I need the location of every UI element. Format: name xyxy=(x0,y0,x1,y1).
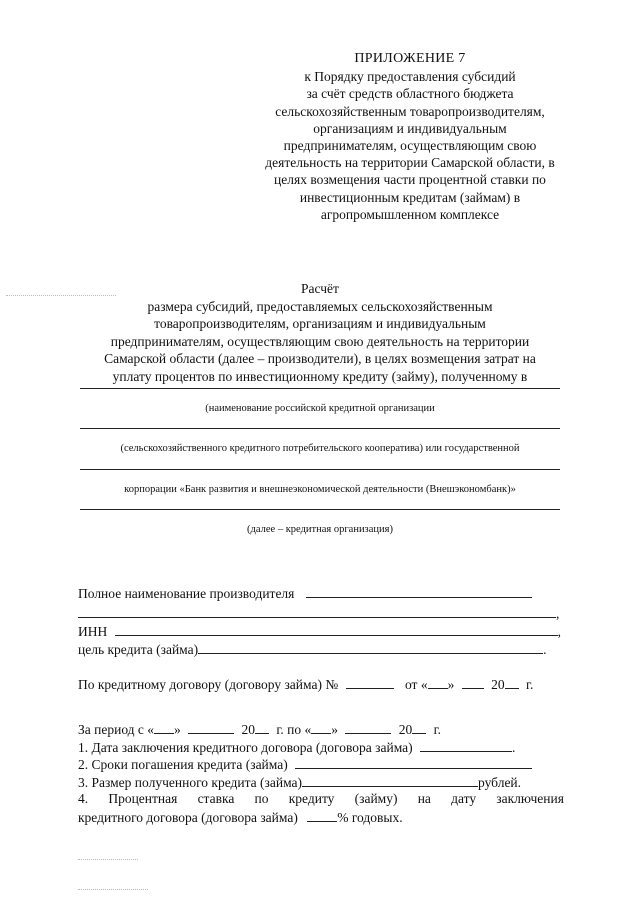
calculation-line: предпринимателям, осуществляющим свою деятельность на территории xyxy=(110,333,530,349)
item4-word: кредиту xyxy=(288,791,335,806)
appendix-line: за счёт средств областного бюджета xyxy=(306,86,514,102)
purpose-row xyxy=(78,640,564,658)
item1-row xyxy=(78,738,564,756)
appendix-header xyxy=(240,50,580,223)
item4-label: кредитного договора (договора займа) xyxy=(78,810,298,825)
appendix-title: ПРИЛОЖЕНИЕ 7 xyxy=(354,51,466,66)
item3-field[interactable] xyxy=(302,773,478,787)
item3-label: 3. Размер полученного кредита (займа) xyxy=(78,775,303,790)
calculation-heading xyxy=(70,280,570,385)
appendix-line: к Порядку предоставления субсидий xyxy=(304,69,516,85)
scan-noise xyxy=(78,858,138,860)
item1-label: 1. Дата заключения кредитного договора (договора займа) xyxy=(78,740,413,755)
purpose-field[interactable] xyxy=(198,640,543,654)
period-from-year-prefix: 20 xyxy=(241,722,256,737)
item1-field[interactable] xyxy=(420,738,512,752)
appendix-line: инвестиционным кредитам (займам) в xyxy=(299,189,521,205)
item2-label: 2. Сроки погашения кредита (займа) xyxy=(78,757,288,772)
item2-row xyxy=(78,755,564,773)
item4-word: дату xyxy=(451,791,477,806)
period-to-year-field[interactable] xyxy=(412,720,426,734)
full-name-field[interactable] xyxy=(306,584,532,598)
appendix-line: целях возмещения части процентной ставки по xyxy=(274,172,546,188)
period-to-year-suffix: г. xyxy=(433,722,442,737)
contract-label: По кредитному договору (договору займа) № xyxy=(78,677,339,692)
full-name-row-2 xyxy=(78,604,564,622)
period: . xyxy=(512,740,516,755)
contract-year-field[interactable] xyxy=(505,675,519,689)
contract-year-suffix: г. xyxy=(525,677,534,692)
period-to-day-field[interactable] xyxy=(311,720,331,734)
appendix-line: организациям и индивидуальным xyxy=(313,120,507,136)
period-from-day-field[interactable] xyxy=(154,720,174,734)
inn-row xyxy=(78,622,564,640)
credit-org-caption-4: (далее – кредитная организация) xyxy=(247,524,393,535)
period: . xyxy=(543,642,547,657)
period-from-year-field[interactable] xyxy=(255,720,269,734)
contract-day-field[interactable] xyxy=(428,675,448,689)
quote-close: » xyxy=(331,722,339,737)
appendix-line: деятельность на территории Самарской области, в xyxy=(265,155,555,171)
contract-number-field[interactable] xyxy=(346,675,394,689)
item4-word: 4. xyxy=(78,791,89,806)
full-name-field-2[interactable] xyxy=(78,604,556,618)
period-to-year-prefix: 20 xyxy=(398,722,413,737)
calculation-line: уплату процентов по инвестиционному кредиту (займу), полученному в xyxy=(112,368,528,384)
contract-month-field[interactable] xyxy=(462,675,484,689)
item3-row xyxy=(78,773,564,791)
credit-org-caption-3: корпорации «Банк развития и внешнеэкономической деятельности (Внешэкономбанк)» xyxy=(124,484,516,495)
comma: , xyxy=(556,606,560,621)
period-to-month-field[interactable] xyxy=(345,720,391,734)
calculation-line: товаропроизводителям, организациям и индивидуальным xyxy=(154,316,486,331)
item4-word: по xyxy=(254,791,269,806)
period-from-month-field[interactable] xyxy=(188,720,234,734)
appendix-line: сельскохозяйственным товаропроизводителям, xyxy=(275,103,545,119)
item4-word: Процентная xyxy=(108,791,178,806)
credit-org-fill-line-4[interactable] xyxy=(80,509,560,510)
period-row xyxy=(78,720,564,738)
inn-field[interactable] xyxy=(115,622,558,636)
calculation-line: Самарской области (далее – производители), в целях возмещения затрат на xyxy=(104,351,536,366)
appendix-line: агропромышленном комплексе xyxy=(320,206,500,222)
period-to-label: г. по « xyxy=(276,722,312,737)
item4-word: ставка xyxy=(197,791,235,806)
credit-org-caption-2: (сельскохозяйственного кредитного потребительского кооператива) или государственной xyxy=(120,443,520,454)
item4-word: заключения xyxy=(496,791,564,806)
item4-word: (займу) xyxy=(354,791,398,806)
item2-field[interactable] xyxy=(295,755,532,769)
credit-org-fill-line-2[interactable] xyxy=(80,428,560,429)
item3-unit: рублей. xyxy=(478,775,522,790)
credit-org-caption-1: (наименование российской кредитной организации xyxy=(205,403,435,414)
contract-from-label: от « xyxy=(404,677,428,692)
quote-close: » xyxy=(174,722,181,737)
scan-noise xyxy=(78,888,148,890)
appendix-line: предпринимателям, осуществляющим свою xyxy=(283,138,537,154)
contract-row xyxy=(78,675,564,693)
item4-unit: % годовых. xyxy=(337,810,403,825)
full-name-row xyxy=(78,584,564,602)
comma: , xyxy=(557,624,561,639)
quote-close: » xyxy=(447,677,455,692)
inn-label: ИНН xyxy=(78,624,108,639)
contract-year-prefix: 20 xyxy=(491,677,505,692)
calculation-line: размера субсидий, предоставляемых сельскохозяйственным xyxy=(147,298,493,314)
purpose-label: цель кредита (займа) xyxy=(78,642,199,657)
calculation-title: Расчёт xyxy=(301,281,339,296)
item4-rate-field[interactable] xyxy=(307,808,337,822)
scan-noise xyxy=(6,294,116,296)
full-name-label: Полное наименование производителя xyxy=(78,586,295,601)
item4-row xyxy=(78,791,564,807)
item4-word: на xyxy=(417,791,431,806)
period-prefix: За период с « xyxy=(78,722,155,737)
credit-org-fill-line-1[interactable] xyxy=(80,388,560,389)
credit-org-fill-line-3[interactable] xyxy=(80,469,560,470)
item4-row-2 xyxy=(78,808,564,826)
